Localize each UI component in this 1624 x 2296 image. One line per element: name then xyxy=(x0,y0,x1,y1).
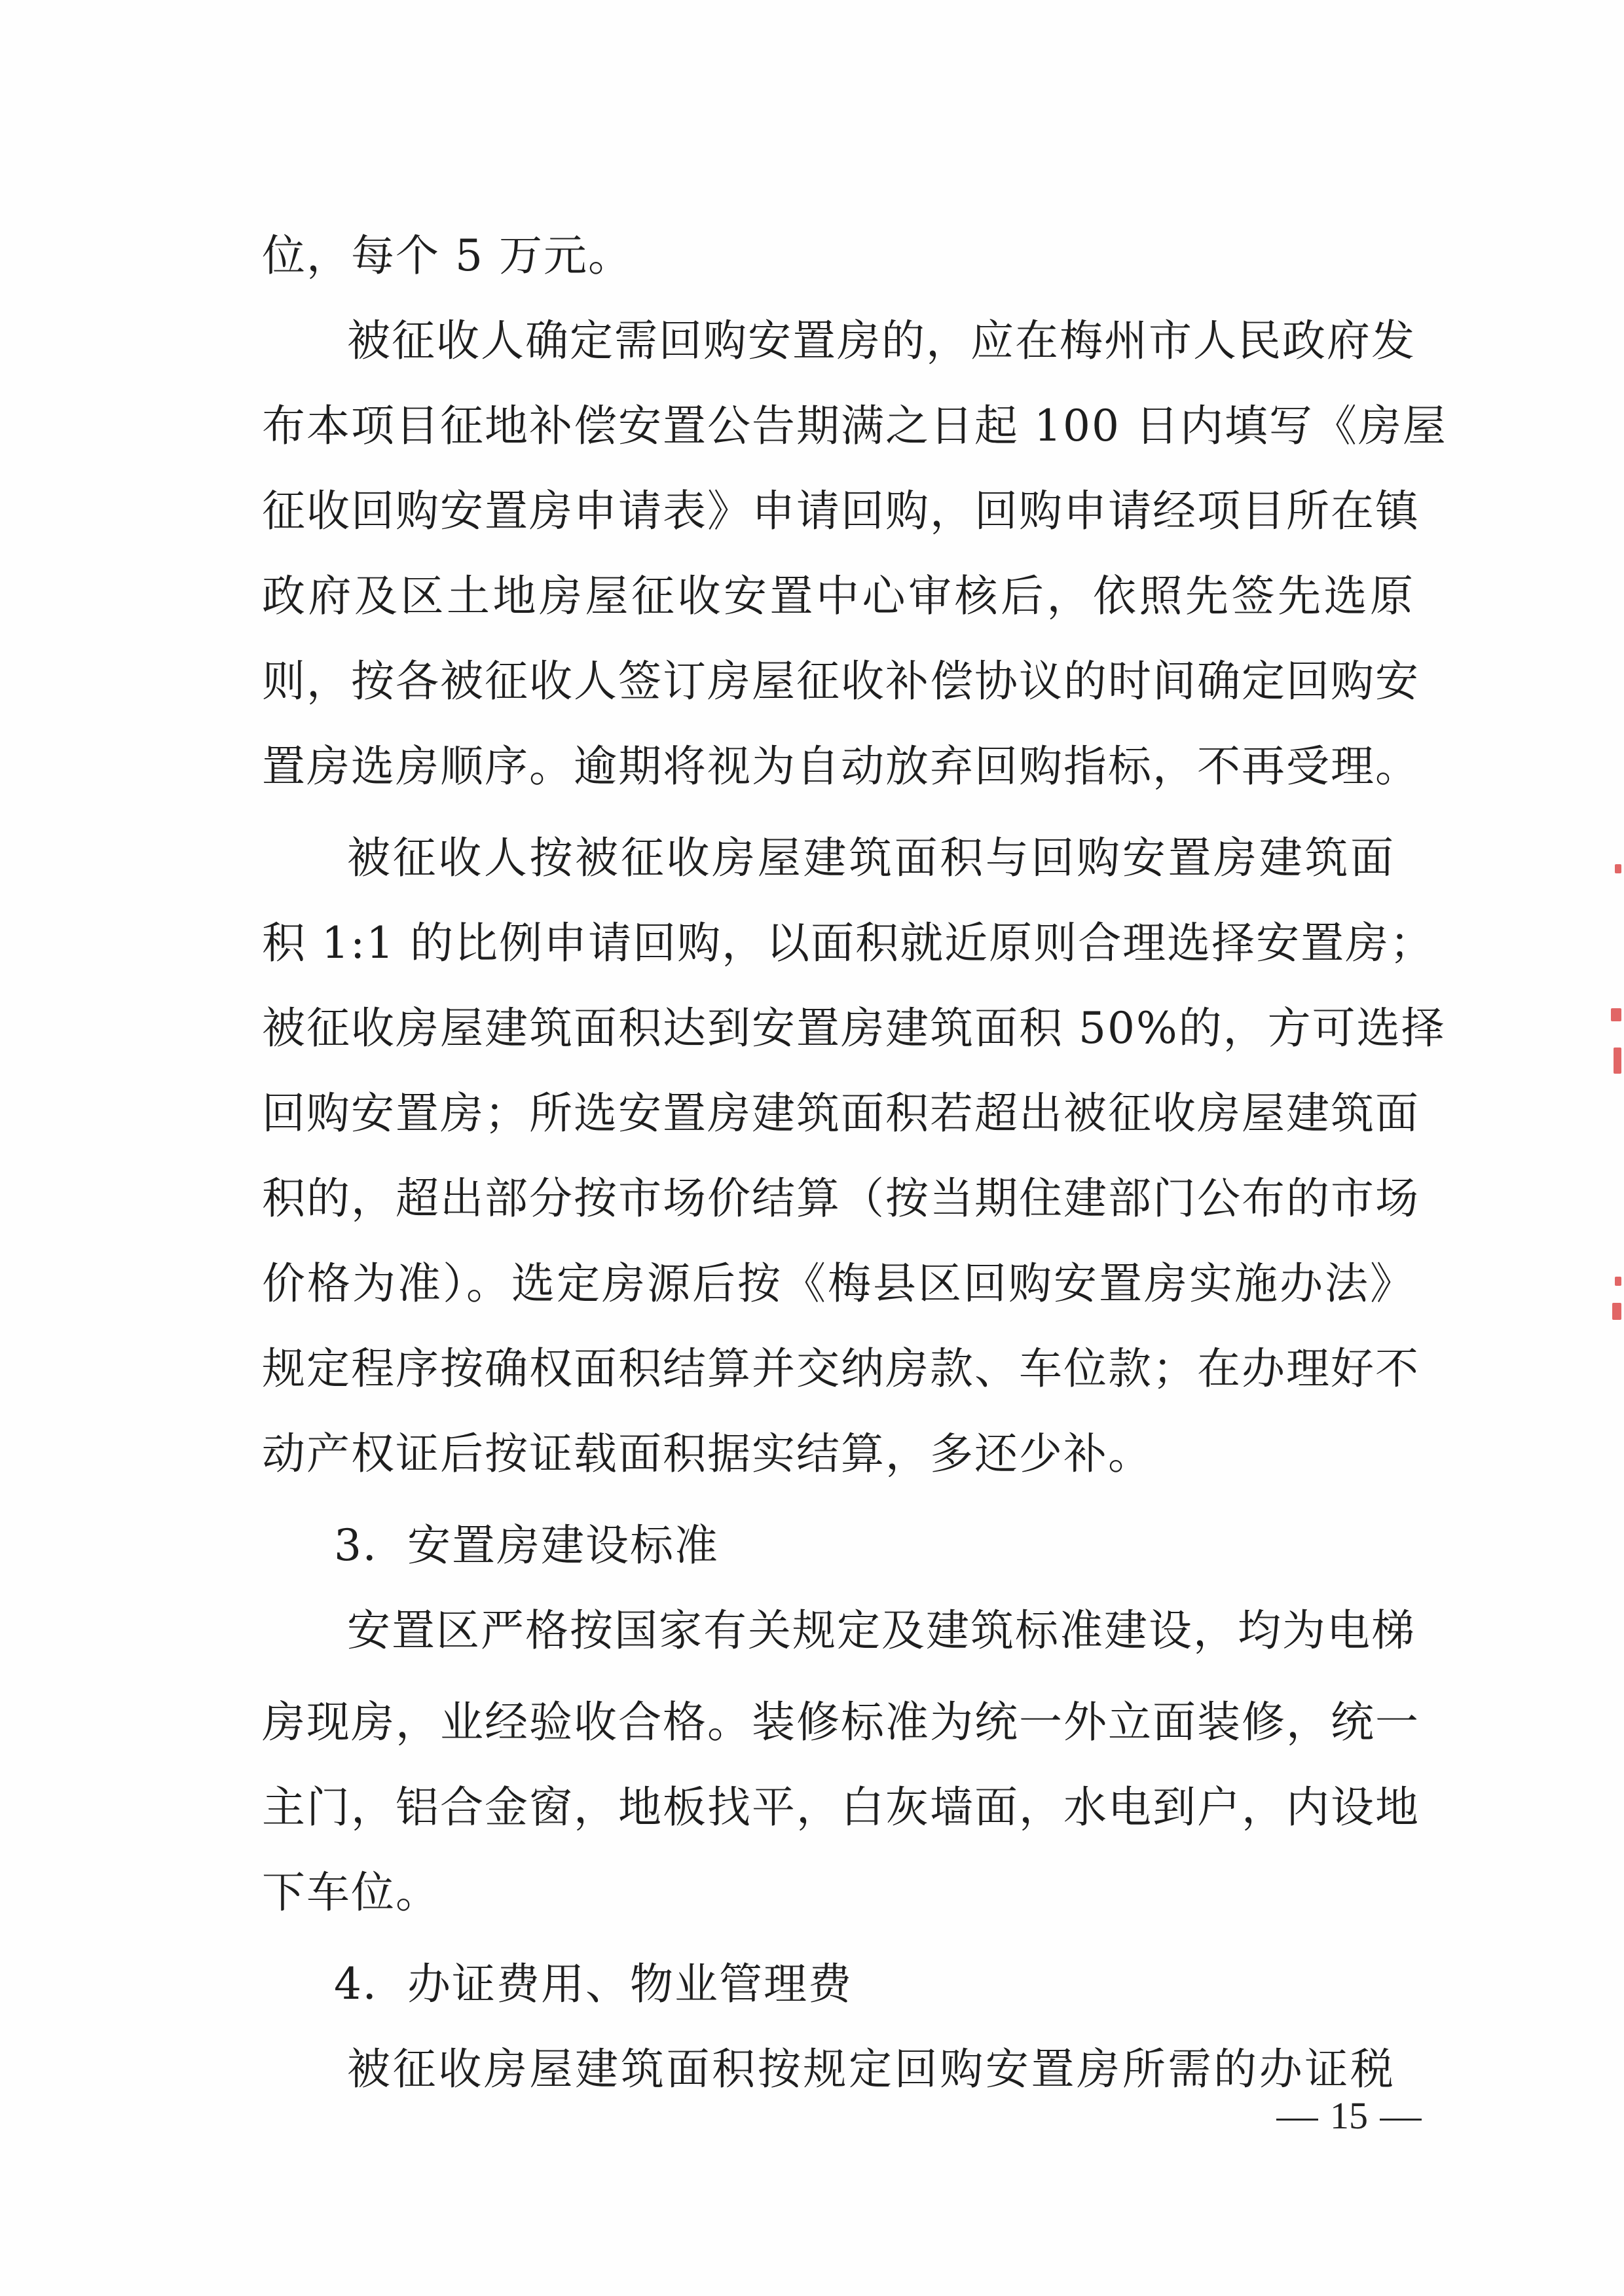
body-text-line: 则，按各被征收人签订房屋征收补偿协议的时间确定回购安 xyxy=(262,656,1420,706)
body-text-line: 动产权证后按证载面积据实结算，多还少补。 xyxy=(262,1429,1153,1479)
body-text-line: 征收回购安置房申请表》申请回购，回购申请经项目所在镇 xyxy=(262,486,1420,536)
body-text-line: 被征收人按被征收房屋建筑面积与回购安置房建筑面 xyxy=(347,833,1395,883)
seal-edge-mark xyxy=(1615,864,1621,873)
section-heading: 3．安置房建设标准 xyxy=(334,1520,719,1571)
body-text-line: 被征收房屋建筑面积按规定回购安置房所需的办证税 xyxy=(347,2044,1395,2094)
seal-edge-mark xyxy=(1615,1277,1621,1286)
seal-edge-mark xyxy=(1614,1048,1621,1074)
body-text-line: 房现房，业经验收合格。装修标准为统一外立面装修，统一 xyxy=(262,1697,1420,1747)
seal-edge-mark xyxy=(1612,1303,1621,1320)
body-text-line: 被征收房屋建筑面积达到安置房建筑面积 50%的，方可选择 xyxy=(262,1003,1446,1053)
body-text-line: 下车位。 xyxy=(262,1867,440,1918)
page-number xyxy=(1264,2090,1434,2142)
body-text-line: 被征收人确定需回购安置房的，应在梅州市人民政府发 xyxy=(347,316,1416,366)
body-text-line: 安置区严格按国家有关规定及建筑标准建设，均为电梯 xyxy=(347,1605,1416,1656)
body-text-line: 政府及区土地房屋征收安置中心审核后，依照先签先选原 xyxy=(262,571,1414,621)
seal-edge-mark xyxy=(1611,1008,1621,1021)
body-text-line: 布本项目征地补偿安置公告期满之日起 100 日内填写《房屋 xyxy=(262,401,1447,451)
page-number-right-dash xyxy=(1380,2119,1422,2121)
page-number-left-dash xyxy=(1276,2119,1318,2121)
body-text-line: 价格为准）。选定房源后按《梅县区回购安置房实施办法》 xyxy=(262,1258,1414,1309)
body-text-line: 主门，铝合金窗，地板找平，白灰墙面，水电到户，内设地 xyxy=(262,1782,1420,1832)
body-text-line: 位，每个 5 万元。 xyxy=(262,230,633,281)
body-text-line: 积的，超出部分按市场价结算（按当期住建部门公布的市场 xyxy=(262,1173,1420,1224)
page-number-value: 15 xyxy=(1330,2094,1368,2137)
section-heading: 4．办证费用、物业管理费 xyxy=(334,1959,853,2009)
body-text-line: 积 1:1 的比例申请回购，以面积就近原则合理选择安置房； xyxy=(262,918,1435,968)
body-text-line: 置房选房顺序。逾期将视为自动放弃回购指标，不再受理。 xyxy=(262,741,1420,792)
body-text-line: 回购安置房；所选安置房建筑面积若超出被征收房屋建筑面 xyxy=(262,1088,1420,1139)
body-text-line: 规定程序按确权面积结算并交纳房款、车位款；在办理好不 xyxy=(262,1343,1420,1394)
